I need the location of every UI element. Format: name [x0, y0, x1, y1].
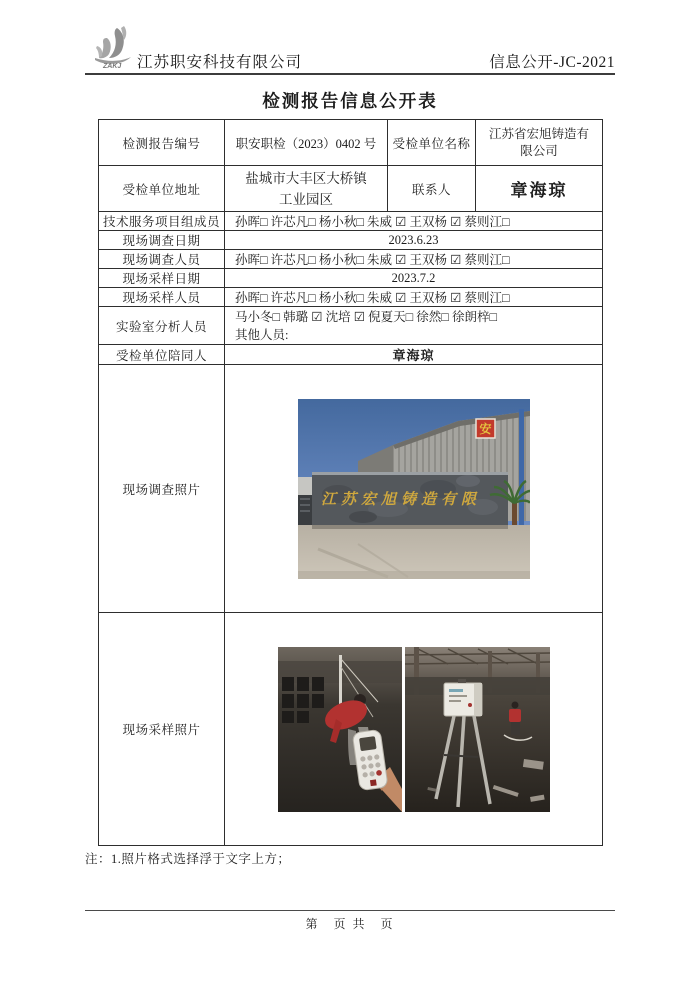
unit-name-value: 江苏省宏旭铸造有限公司: [476, 120, 603, 166]
sampling-photo-right: [405, 647, 550, 812]
table-row: [99, 212, 603, 231]
sampling-photo-left: [278, 647, 402, 812]
concrete-ground: [298, 525, 530, 579]
report-no-label: 检测报告编号: [99, 120, 225, 166]
lab-staff-checkboxes: 马小冬□ 韩璐 ☑ 沈培 ☑ 倪夏天□ 徐然□ 徐朗梓□: [235, 309, 497, 324]
table-row: [99, 307, 603, 345]
header-rule: [85, 73, 615, 75]
stand-pole: [339, 655, 342, 710]
table-row: [99, 345, 603, 365]
page-number: 第 页 共 页: [305, 917, 395, 931]
sampling-date-value: 2023.7.2: [225, 269, 603, 288]
wall-calligraphy-text: 江苏宏旭铸造有限: [320, 491, 481, 508]
table-row: [99, 166, 603, 212]
survey-date-label: 现场调查日期: [99, 231, 225, 250]
survey-photo-cell: [225, 365, 603, 613]
sampling-photo-label: 现场采样照片: [99, 613, 225, 846]
survey-staff-label: 现场调查人员: [99, 250, 225, 269]
safety-sign: [476, 419, 495, 438]
contact-label: 联系人: [388, 166, 476, 212]
site-sampling-photo: [278, 647, 550, 812]
survey-staff-checkboxes: 孙晖□ 许芯凡□ 杨小秋□ 朱威 ☑ 王双杨 ☑ 蔡则江□: [225, 250, 603, 269]
report-no-value: 职安职检（2023）0402 号: [225, 120, 388, 166]
contact-value: 章海琼: [476, 166, 603, 212]
survey-date-value: 2023.6.23: [225, 231, 603, 250]
report-info-table: [98, 119, 603, 846]
company-name: 江苏职安科技有限公司: [137, 54, 303, 71]
address-value: 盐城市大丰区大桥镇工业园区: [225, 166, 388, 212]
escort-value: 章海琼: [225, 345, 603, 365]
lab-staff-label: 实验室分析人员: [99, 307, 225, 345]
lab-other-staff: 其他人员:: [235, 327, 289, 342]
company-logo-icon: [93, 24, 137, 75]
page-header: [85, 24, 615, 72]
doc-code: 信息公开-JC-2021: [489, 54, 615, 71]
survey-photo-label: 现场调查照片: [99, 365, 225, 613]
sampling-staff-checkboxes: 孙晖□ 许芯凡□ 杨小秋□ 朱威 ☑ 王双杨 ☑ 蔡则江□: [225, 288, 603, 307]
unit-name-label: 受检单位名称: [388, 120, 476, 166]
table-row: [99, 250, 603, 269]
table-row: [99, 120, 603, 166]
escort-label: 受检单位陪同人: [99, 345, 225, 365]
team-members-checkboxes: 孙晖□ 许芯凡□ 杨小秋□ 朱威 ☑ 王双杨 ☑ 蔡则江□: [225, 212, 603, 231]
sampling-date-label: 现场采样日期: [99, 269, 225, 288]
table-row: [99, 613, 603, 846]
address-label: 受检单位地址: [99, 166, 225, 212]
svg-text:安: 安: [478, 421, 492, 436]
table-row: [99, 365, 603, 613]
sampler-instrument: [444, 679, 482, 716]
table-row: [99, 288, 603, 307]
table-row: [99, 269, 603, 288]
table-row: [99, 231, 603, 250]
footer-rule: [85, 910, 615, 911]
site-survey-photo: [298, 399, 530, 579]
sampling-staff-label: 现场采样人员: [99, 288, 225, 307]
svg-text:ZAKJ: ZAKJ: [103, 63, 122, 70]
footnote: 注：1.照片格式选择浮于文字上方；: [85, 852, 291, 866]
sampling-photo-cell: [225, 613, 603, 846]
page-title: 检测报告信息公开表: [262, 91, 438, 111]
stone-sign-wall: [312, 472, 508, 525]
lab-staff-cell: [225, 307, 603, 345]
team-label: 技术服务项目组成员: [99, 212, 225, 231]
